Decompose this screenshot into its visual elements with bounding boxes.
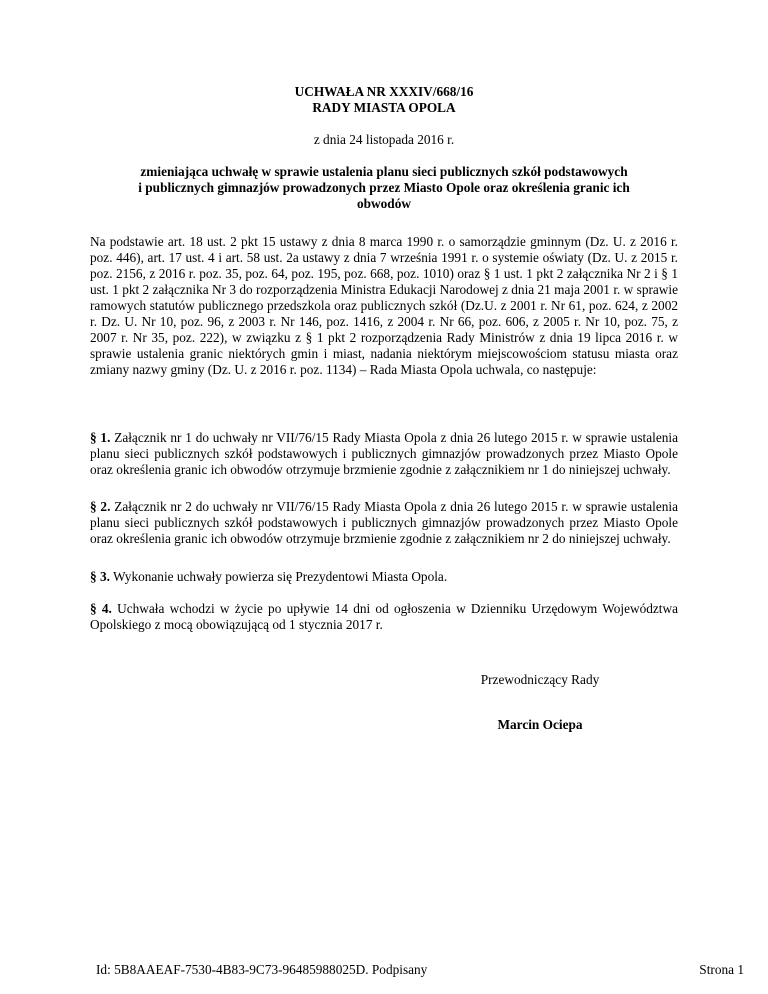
page-number: Strona 1	[699, 962, 744, 977]
signatory-role: Przewodniczący Rady	[480, 672, 600, 687]
section-text: Załącznik nr 2 do uchwały nr VII/76/15 Rady Miasta Opola z dnia 26 lutego 2015 r. w sprawie ustalenia planu sieci publicznych szkół podstawowych i publicznych gimnazjów prowadzonych przez Miasto Opole oraz określenia granic ich obwodów otrzymuje brzmienie zgodnie z załącznikiem nr 2 do niniejszej uchwały.	[90, 499, 678, 546]
section-mark: § 3.	[90, 569, 110, 584]
section-mark: § 1.	[90, 430, 111, 445]
section-text: Uchwała wchodzi w życie po upływie 14 dni od ogłoszenia w Dzienniku Urzędowym Województwa Opolskiego z mocą obowiązującą od 1 stycznia 2017 r.	[90, 601, 679, 632]
section-mark: § 4.	[90, 601, 112, 616]
document-id: Id: 5B8AAEAF-7530-4B83-9C73-96485988025D. Podpisany	[96, 962, 428, 977]
subject-line: obwodów	[357, 196, 411, 211]
council-name: RADY MIASTA OPOLA	[312, 100, 456, 115]
signatory-name: Marcin Ociepa	[497, 717, 583, 732]
section-2	[90, 499, 678, 547]
subject-line: i publicznych gimnazjów prowadzonych przez Miasto Opole oraz określenia granic ich	[138, 180, 630, 195]
section-mark: § 2.	[90, 499, 111, 514]
section-text: Wykonanie uchwały powierza się Prezydentowi Miasta Opola.	[113, 569, 448, 584]
section-text: Załącznik nr 1 do uchwały nr VII/76/15 Rady Miasta Opola z dnia 26 lutego 2015 r. w sprawie ustalenia planu sieci publicznych szkół podstawowych i publicznych gimnazjów prowadzonych przez Miasto Opole oraz określenia granic ich obwodów otrzymuje brzmienie zgodnie z załącznikiem nr 1 do niniejszej uchwały.	[90, 430, 678, 477]
section-1	[90, 430, 678, 478]
resolution-title	[0, 84, 768, 116]
legal-basis-preamble: Na podstawie art. 18 ust. 2 pkt 15 ustawy z dnia 8 marca 1990 r. o samorządzie gminnym (Dz. U. z 2016 r. poz. 446), art. 17 ust. 4 i art. 58 ust. 2a ustawy z dnia 7 września 1991 r. o systemie oświaty (Dz. U. z 2015 r. poz. 2156, z 2016 r. poz. 35, poz. 64, poz. 195, poz. 668, poz. 1010) oraz § 1 ust. 1 pkt 2 załącznika Nr 2 i § 1 ust. 1 pkt 2 załącznika Nr 3 do rozporządzenia Ministra Edukacji Narodowej z dnia 21 maja 2001 r. w sprawie ramowych statutów publicznego przedszkola oraz publicznych szkół (Dz.U. z 2001 r. Nr 61, poz. 624, z 2002 r. Dz. U. Nr 10, poz. 96, z 2003 r. Nr 146, poz. 1416, z 2004 r. Nr 66, poz. 606, z 2005 r. Nr 10, poz. 75, z 2007 r. Nr 35, poz. 222), w związku z § 1 pkt 2 rozporządzenia Rady Ministrów z dnia 19 lipca 2016 r. w sprawie ustalenia granic niektórych gmin i miast, nadania niektórym miejscowościom statusu miasta oraz zmiany nazwy gminy (Dz. U. z 2016 r. poz. 1134) – Rada Miasta Opola uchwala, co następuje:	[90, 234, 678, 377]
subject-line: zmieniająca uchwałę w sprawie ustalenia planu sieci publicznych szkół podstawowych	[140, 164, 628, 179]
section-3	[90, 569, 678, 585]
resolution-subject	[0, 164, 768, 212]
resolution-number: UCHWAŁA NR XXXIV/668/16	[294, 84, 474, 99]
resolution-date: z dnia 24 listopada 2016 r.	[313, 132, 455, 147]
section-4	[90, 601, 678, 633]
